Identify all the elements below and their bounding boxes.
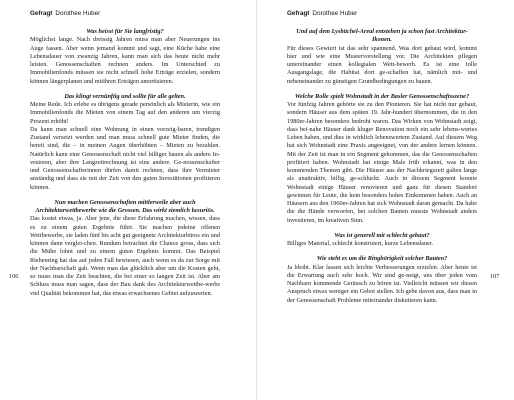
interview-question: Und auf dem Lysbüchel-Areal entstehen ja schon fast Architektur-Ikonen. — [296, 28, 468, 44]
interview-question: Welche Rolle spielt Wohnstadt in der Basler Genossenschaftsszene? — [294, 92, 470, 100]
text-column — [30, 28, 220, 298]
header-label: Gefragt — [30, 10, 53, 17]
interview-answer: Vor fünfzig Jahren gehörte sie zu den Pionieren. Sie hat nicht nur gebaut, sondern Häuser aus dem späten 19. Jahr-hundert übernommen, die in den 1980er-Jahren besonders bedroht waren. Das Wirken von Wohnstadt zeigt, dass bei-nahe Häuser dank kluger Renovation noch ein sehr lebens-wertes Leben haben, und dies in wirklich lebenswertem Zustand. Auf diesem Weg hat sich Wohnstadt eine Praxis angeeignet, von der andere lernen können. Mit der Zeit ist man in ein Segment gekommen, das die Genossenschaften profitiert haben. Wohnstadt hat einige Male früh erkannt, was in den kommenden Themen gibt. Die Häuser aus der Nachkriegszeit galten lange als unattraktiv, billig, ge-schluckt. Auch in diesem Segment konnte Wohnstadt einige Häuser renovieren und ganz für diesen Standort gewinnen für Leute, die kein besonders hohes Einkommen haben. Auch an Häusern aus den 1960er-Jahren hat sich Wohnstadt daran gemacht. Da habe die die Hände verworfen, bei solchen Bauten musste Wohnstadt anders investieren, im kreativen Sinn. — [287, 101, 477, 224]
right-page — [257, 0, 514, 400]
interview-answer: Für dieses Gewiert ist das sehr spannend. Was dort gebaut wird, kommt hier und wie eine Mustervorstellung vor. Die Architekten pflegen untereinander einen kollegialen Wett-bewerb. Es ist eine tolle Ausgangslage, die Habitat dort ge-schaffen hat, nämlich mit- und nebeneinander zu günstigen Grundbedingungen zu bauen. — [287, 44, 477, 85]
interview-answer: Das kostet etwas, ja. Aber jene, die diese Erfahrung machen, wissen, dass es zu einem guten Ergebnis führt. Sie machen jedeine offenen Wettbewerbe, sie laden fünf bis acht gut geeignete Architekturbüros ein und können dann verglei-chen. Rundum betrachtet die Chance gross, dass sich die Mühe lohnt und zu einem guten Ergebnis kommt. Das Beispiel Riehenring hat das auf jeden Fall bewiesen, auch wenn es da zur Sorge mit der Nachbarschaft gab. Wenn man das glücklich aber um die Kosten geht, so muss man die Zeit beachten, die bei einer so langen Zeit ist. Aber am Schluss muss man sagen, dass der Bau dank des Architekturwettbe-werbs viel Qualität bekommen hat, das etwas erwachsenes Gebiet aufzuwerten. — [30, 215, 220, 297]
interview-question: Was heisst für Sie langfristig? — [86, 28, 164, 35]
interview-question: Was ist generell mit schlecht gebaut? — [334, 231, 430, 239]
interview-question: Nun machen Genossenschaften mittlerweile aber auch Architekturwettbewerbe wie die Grossen. Das wirkt ziemlich luxuriös. — [35, 198, 215, 214]
interview-answer: Billiges Material, schlecht konstruiert, kurze Lebensdauer. — [287, 240, 434, 247]
header-label: Gefragt — [287, 10, 310, 17]
interview-question: Das klingt vernünftig und sollte für alle gelten. — [64, 92, 186, 100]
header-author: Dorothee Huber — [55, 10, 101, 17]
interview-answer: Ja bleibt. Klar lassen sich leichte Verbesserungen erzielen. Aber heute ist die Erwartung auch sehr hoch. Wir sind ge-neigt, uns über jeden vom Nachbarn kommende Geräusch zu hören ist. Vielleicht müssen wir diesen Anspruch etwas weniger ein Gebot stellen. Ich gebe davon aus, dass man in der Genossenschaft Probleme miteinander diskutieren kann. — [287, 263, 477, 304]
interview-answer: Meine Rede. Ich erlebe es übrigens gerade persönlich als Mieterin, wie ein Immobilienfonds die Mieten von einem Tag auf den anderen um vierzig Prozent erhöht! — [30, 101, 220, 125]
interview-answer: Da kann man schnell eine Wohnung in einen vorzeig-baren, trendigen Zustand versetzt werden und man muss schnell gute Mieter finden, die bereit sind, die – in meinen Augen überhöhten – Mieten zu bezahlen. Natürlich kann eine Genossenschaft nicht viel billiger bauen als andere In-vestoren, aber ihre Langzeitrechnung ist eine andere. Ge-nossenschafter und Genossenschafterinnen dürfen damit rechnen, dass ihre Vermieter anständig und dass sie mit der Zeit von den guten Investitionen profitieren können. — [30, 125, 220, 191]
running-header — [287, 10, 357, 18]
interview-question: Wie steht es um die Ringhörigkeit solcher Bauten? — [316, 255, 448, 263]
text-column — [287, 28, 477, 305]
header-author: Dorothee Huber — [312, 10, 358, 17]
page-number: 106 — [9, 273, 19, 280]
interview-answer: Möglichst lange. Nach dreissig Jahren muss man aber Neuerungen ins Auge fassen. Aber wenn jemand kommt und sagt, eine Küche habe eine Lebensdauer von zwanzig Jahren, kann man sich das heute nicht mehr leisten. Genossenschaften rechnen anders. Im Unterschied zu Immobilienfonds müssen sie nicht schnell hohe Erträge erzielen, sondern können längerplanen und mitihren Erträgen amortisieren. — [30, 36, 220, 85]
running-header — [30, 10, 100, 18]
page-number: 107 — [490, 273, 500, 280]
